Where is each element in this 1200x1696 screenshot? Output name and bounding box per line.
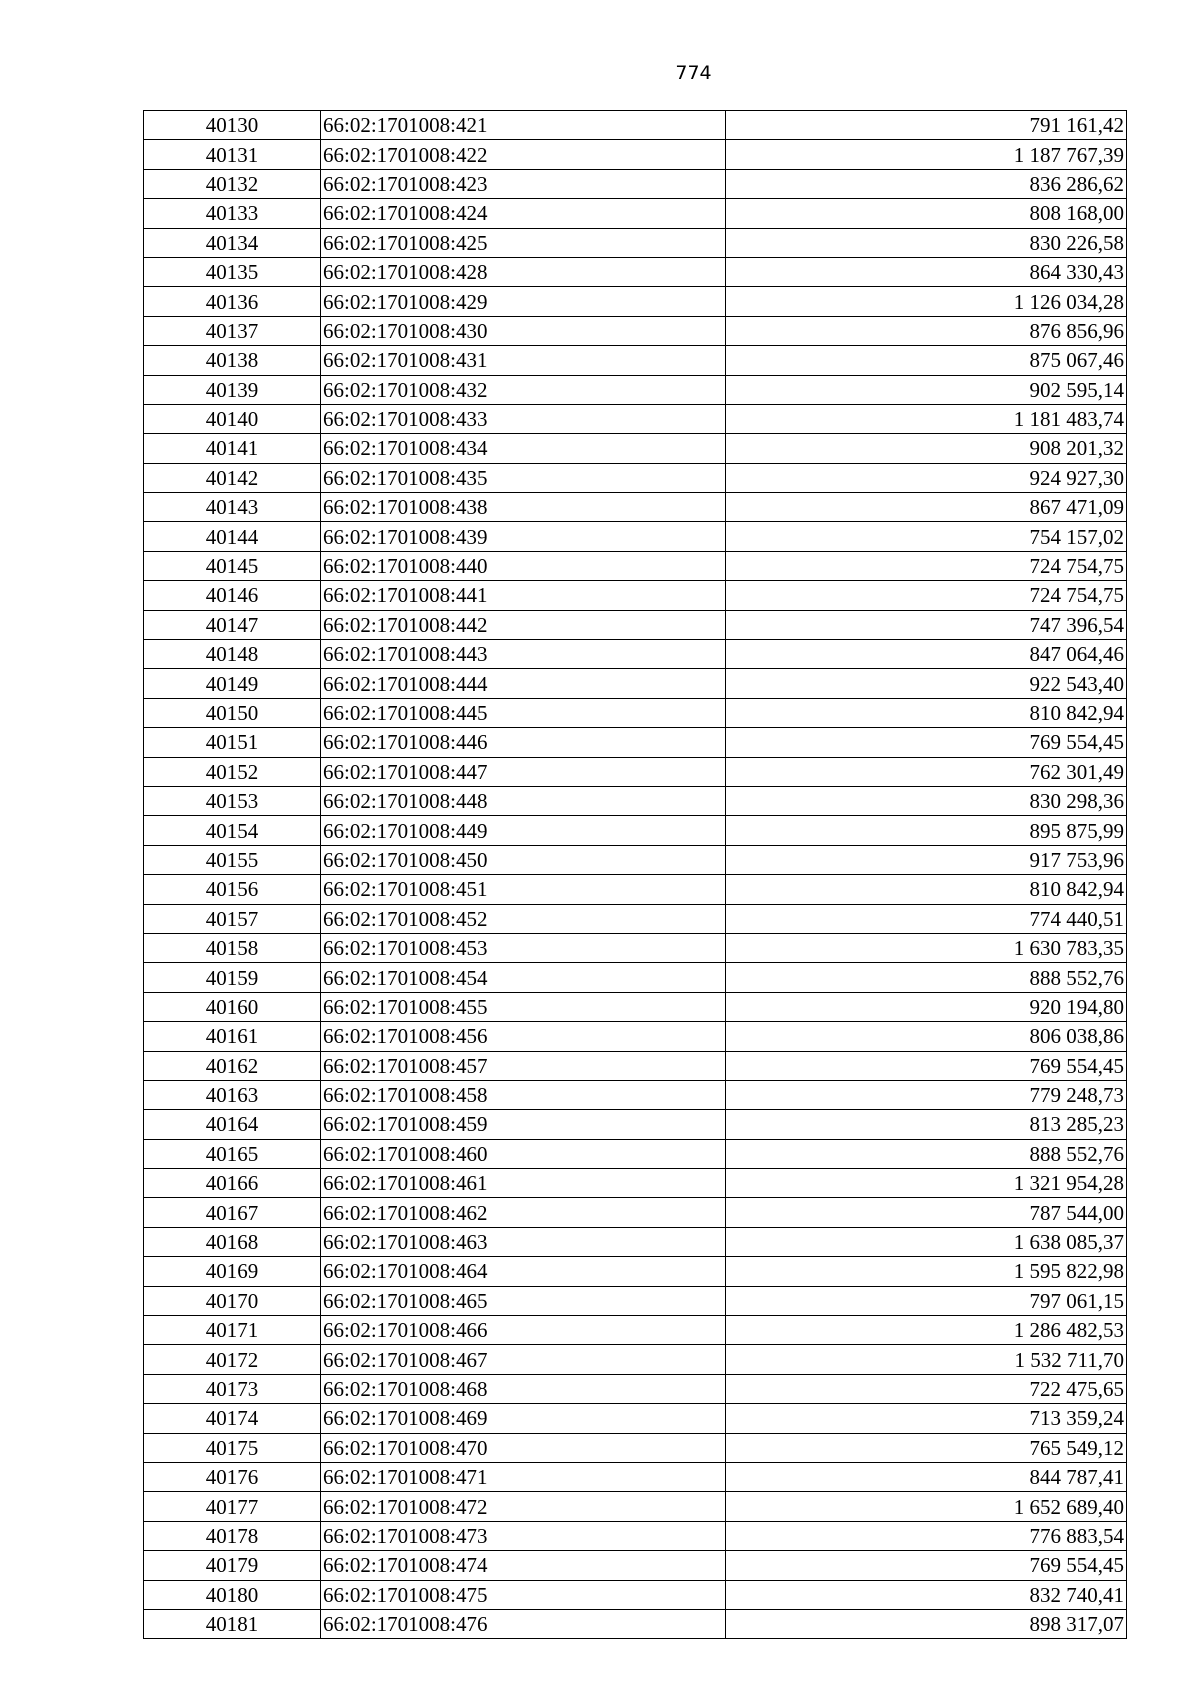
cadastral-value-cell: 1 532 711,70 — [726, 1345, 1127, 1374]
row-number-cell: 40142 — [144, 463, 321, 492]
cadastral-number-cell: 66:02:1701008:432 — [321, 375, 726, 404]
cadastral-number-cell: 66:02:1701008:422 — [321, 140, 726, 169]
table-row — [144, 199, 1127, 228]
cadastral-number-cell: 66:02:1701008:461 — [321, 1169, 726, 1198]
table-row — [144, 1227, 1127, 1256]
row-number-cell: 40135 — [144, 257, 321, 286]
row-number-cell: 40153 — [144, 786, 321, 815]
cadastral-value-cell: 864 330,43 — [726, 257, 1127, 286]
cadastral-number-cell: 66:02:1701008:472 — [321, 1492, 726, 1521]
cadastral-number-cell: 66:02:1701008:469 — [321, 1404, 726, 1433]
cadastral-value-cell: 847 064,46 — [726, 640, 1127, 669]
cadastral-value-cell: 1 595 822,98 — [726, 1257, 1127, 1286]
cadastral-value-cell: 1 652 689,40 — [726, 1492, 1127, 1521]
cadastral-number-cell: 66:02:1701008:442 — [321, 610, 726, 639]
cadastral-value-cell: 713 359,24 — [726, 1404, 1127, 1433]
table-row — [144, 1580, 1127, 1609]
row-number-cell: 40154 — [144, 816, 321, 845]
cadastral-number-cell: 66:02:1701008:451 — [321, 875, 726, 904]
cadastral-number-cell: 66:02:1701008:447 — [321, 757, 726, 786]
row-number-cell: 40141 — [144, 434, 321, 463]
table-row — [144, 257, 1127, 286]
row-number-cell: 40160 — [144, 992, 321, 1021]
cadastral-value-cell: 769 554,45 — [726, 728, 1127, 757]
registry-table-body — [144, 111, 1127, 1639]
row-number-cell: 40134 — [144, 228, 321, 257]
cadastral-number-cell: 66:02:1701008:445 — [321, 698, 726, 727]
table-row — [144, 316, 1127, 345]
table-row — [144, 1433, 1127, 1462]
cadastral-value-cell: 1 126 034,28 — [726, 287, 1127, 316]
cadastral-value-cell: 754 157,02 — [726, 522, 1127, 551]
cadastral-value-cell: 1 286 482,53 — [726, 1316, 1127, 1345]
cadastral-number-cell: 66:02:1701008:457 — [321, 1051, 726, 1080]
cadastral-number-cell: 66:02:1701008:429 — [321, 287, 726, 316]
cadastral-number-cell: 66:02:1701008:463 — [321, 1227, 726, 1256]
cadastral-value-cell: 898 317,07 — [726, 1609, 1127, 1638]
row-number-cell: 40171 — [144, 1316, 321, 1345]
table-row — [144, 1110, 1127, 1139]
cadastral-value-cell: 888 552,76 — [726, 1139, 1127, 1168]
cadastral-number-cell: 66:02:1701008:458 — [321, 1080, 726, 1109]
table-row — [144, 1080, 1127, 1109]
table-row — [144, 816, 1127, 845]
row-number-cell: 40180 — [144, 1580, 321, 1609]
table-row — [144, 1051, 1127, 1080]
cadastral-value-cell: 1 187 767,39 — [726, 140, 1127, 169]
row-number-cell: 40156 — [144, 875, 321, 904]
cadastral-value-cell: 888 552,76 — [726, 963, 1127, 992]
table-row — [144, 669, 1127, 698]
table-row — [144, 551, 1127, 580]
row-number-cell: 40159 — [144, 963, 321, 992]
cadastral-value-cell: 836 286,62 — [726, 169, 1127, 198]
cadastral-value-cell: 724 754,75 — [726, 581, 1127, 610]
table-row — [144, 493, 1127, 522]
cadastral-number-cell: 66:02:1701008:473 — [321, 1521, 726, 1550]
cadastral-number-cell: 66:02:1701008:452 — [321, 904, 726, 933]
row-number-cell: 40136 — [144, 287, 321, 316]
row-number-cell: 40137 — [144, 316, 321, 345]
cadastral-value-cell: 791 161,42 — [726, 111, 1127, 140]
cadastral-number-cell: 66:02:1701008:441 — [321, 581, 726, 610]
table-row — [144, 404, 1127, 433]
cadastral-value-cell: 765 549,12 — [726, 1433, 1127, 1462]
cadastral-number-cell: 66:02:1701008:467 — [321, 1345, 726, 1374]
cadastral-value-cell: 776 883,54 — [726, 1521, 1127, 1550]
cadastral-value-cell: 875 067,46 — [726, 346, 1127, 375]
cadastral-value-cell: 902 595,14 — [726, 375, 1127, 404]
table-row — [144, 875, 1127, 904]
cadastral-value-cell: 779 248,73 — [726, 1080, 1127, 1109]
cadastral-value-cell: 724 754,75 — [726, 551, 1127, 580]
cadastral-value-cell: 769 554,45 — [726, 1551, 1127, 1580]
table-row — [144, 786, 1127, 815]
row-number-cell: 40150 — [144, 698, 321, 727]
page-number-text: 774 — [675, 62, 712, 84]
table-row — [144, 904, 1127, 933]
row-number-cell: 40176 — [144, 1462, 321, 1491]
cadastral-number-cell: 66:02:1701008:433 — [321, 404, 726, 433]
cadastral-number-cell: 66:02:1701008:459 — [321, 1110, 726, 1139]
row-number-cell: 40168 — [144, 1227, 321, 1256]
table-row — [144, 1198, 1127, 1227]
row-number-cell: 40158 — [144, 933, 321, 962]
table-row — [144, 346, 1127, 375]
row-number-cell: 40139 — [144, 375, 321, 404]
cadastral-value-cell: 830 226,58 — [726, 228, 1127, 257]
row-number-cell: 40143 — [144, 493, 321, 522]
row-number-cell: 40151 — [144, 728, 321, 757]
row-number-cell: 40138 — [144, 346, 321, 375]
cadastral-number-cell: 66:02:1701008:434 — [321, 434, 726, 463]
cadastral-number-cell: 66:02:1701008:449 — [321, 816, 726, 845]
row-number-cell: 40131 — [144, 140, 321, 169]
cadastral-number-cell: 66:02:1701008:455 — [321, 992, 726, 1021]
cadastral-number-cell: 66:02:1701008:471 — [321, 1462, 726, 1491]
table-row — [144, 463, 1127, 492]
row-number-cell: 40174 — [144, 1404, 321, 1433]
row-number-cell: 40173 — [144, 1374, 321, 1403]
cadastral-number-cell: 66:02:1701008:444 — [321, 669, 726, 698]
table-row — [144, 111, 1127, 140]
cadastral-number-cell: 66:02:1701008:440 — [321, 551, 726, 580]
cadastral-number-cell: 66:02:1701008:439 — [321, 522, 726, 551]
cadastral-number-cell: 66:02:1701008:470 — [321, 1433, 726, 1462]
table-row — [144, 610, 1127, 639]
table-row — [144, 1404, 1127, 1433]
cadastral-value-cell: 810 842,94 — [726, 698, 1127, 727]
table-row — [144, 728, 1127, 757]
cadastral-value-cell: 813 285,23 — [726, 1110, 1127, 1139]
row-number-cell: 40175 — [144, 1433, 321, 1462]
row-number-cell: 40146 — [144, 581, 321, 610]
row-number-cell: 40149 — [144, 669, 321, 698]
cadastral-number-cell: 66:02:1701008:475 — [321, 1580, 726, 1609]
cadastral-number-cell: 66:02:1701008:476 — [321, 1609, 726, 1638]
table-row — [144, 1316, 1127, 1345]
row-number-cell: 40130 — [144, 111, 321, 140]
row-number-cell: 40164 — [144, 1110, 321, 1139]
row-number-cell: 40161 — [144, 1022, 321, 1051]
row-number-cell: 40167 — [144, 1198, 321, 1227]
cadastral-number-cell: 66:02:1701008:424 — [321, 199, 726, 228]
cadastral-number-cell: 66:02:1701008:462 — [321, 1198, 726, 1227]
row-number-cell: 40144 — [144, 522, 321, 551]
table-row — [144, 375, 1127, 404]
table-row — [144, 522, 1127, 551]
cadastral-number-cell: 66:02:1701008:468 — [321, 1374, 726, 1403]
table-row — [144, 992, 1127, 1021]
cadastral-value-cell: 769 554,45 — [726, 1051, 1127, 1080]
cadastral-value-cell: 895 875,99 — [726, 816, 1127, 845]
row-number-cell: 40140 — [144, 404, 321, 433]
cadastral-value-cell: 1 630 783,35 — [726, 933, 1127, 962]
cadastral-number-cell: 66:02:1701008:448 — [321, 786, 726, 815]
cadastral-value-cell: 1 181 483,74 — [726, 404, 1127, 433]
row-number-cell: 40133 — [144, 199, 321, 228]
row-number-cell: 40145 — [144, 551, 321, 580]
table-row — [144, 1609, 1127, 1638]
row-number-cell: 40155 — [144, 845, 321, 874]
cadastral-number-cell: 66:02:1701008:446 — [321, 728, 726, 757]
cadastral-number-cell: 66:02:1701008:474 — [321, 1551, 726, 1580]
cadastral-value-cell: 774 440,51 — [726, 904, 1127, 933]
table-row — [144, 1551, 1127, 1580]
cadastral-value-cell: 844 787,41 — [726, 1462, 1127, 1491]
row-number-cell: 40179 — [144, 1551, 321, 1580]
cadastral-number-cell: 66:02:1701008:460 — [321, 1139, 726, 1168]
table-row — [144, 1169, 1127, 1198]
cadastral-value-cell: 917 753,96 — [726, 845, 1127, 874]
registry-table — [143, 110, 1127, 1639]
table-row — [144, 640, 1127, 669]
table-row — [144, 1492, 1127, 1521]
cadastral-number-cell: 66:02:1701008:435 — [321, 463, 726, 492]
cadastral-value-cell: 722 475,65 — [726, 1374, 1127, 1403]
row-number-cell: 40148 — [144, 640, 321, 669]
table-row — [144, 1462, 1127, 1491]
cadastral-number-cell: 66:02:1701008:466 — [321, 1316, 726, 1345]
table-row — [144, 963, 1127, 992]
row-number-cell: 40157 — [144, 904, 321, 933]
row-number-cell: 40170 — [144, 1286, 321, 1315]
cadastral-number-cell: 66:02:1701008:423 — [321, 169, 726, 198]
row-number-cell: 40166 — [144, 1169, 321, 1198]
cadastral-number-cell: 66:02:1701008:450 — [321, 845, 726, 874]
cadastral-value-cell: 797 061,15 — [726, 1286, 1127, 1315]
row-number-cell: 40147 — [144, 610, 321, 639]
row-number-cell: 40177 — [144, 1492, 321, 1521]
cadastral-value-cell: 808 168,00 — [726, 199, 1127, 228]
table-row — [144, 1345, 1127, 1374]
table-row — [144, 287, 1127, 316]
cadastral-number-cell: 66:02:1701008:454 — [321, 963, 726, 992]
table-row — [144, 1374, 1127, 1403]
table-row — [144, 140, 1127, 169]
row-number-cell: 40181 — [144, 1609, 321, 1638]
table-row — [144, 169, 1127, 198]
cadastral-value-cell: 747 396,54 — [726, 610, 1127, 639]
row-number-cell: 40162 — [144, 1051, 321, 1080]
row-number-cell: 40165 — [144, 1139, 321, 1168]
cadastral-number-cell: 66:02:1701008:438 — [321, 493, 726, 522]
cadastral-value-cell: 1 321 954,28 — [726, 1169, 1127, 1198]
table-row — [144, 1022, 1127, 1051]
cadastral-number-cell: 66:02:1701008:456 — [321, 1022, 726, 1051]
cadastral-value-cell: 762 301,49 — [726, 757, 1127, 786]
cadastral-number-cell: 66:02:1701008:428 — [321, 257, 726, 286]
cadastral-number-cell: 66:02:1701008:430 — [321, 316, 726, 345]
cadastral-number-cell: 66:02:1701008:453 — [321, 933, 726, 962]
page-number — [0, 62, 1200, 84]
cadastral-number-cell: 66:02:1701008:421 — [321, 111, 726, 140]
table-row — [144, 1286, 1127, 1315]
cadastral-number-cell: 66:02:1701008:431 — [321, 346, 726, 375]
cadastral-value-cell: 810 842,94 — [726, 875, 1127, 904]
cadastral-number-cell: 66:02:1701008:425 — [321, 228, 726, 257]
table-row — [144, 1257, 1127, 1286]
cadastral-number-cell: 66:02:1701008:464 — [321, 1257, 726, 1286]
table-row — [144, 434, 1127, 463]
cadastral-number-cell: 66:02:1701008:443 — [321, 640, 726, 669]
table-row — [144, 757, 1127, 786]
cadastral-value-cell: 832 740,41 — [726, 1580, 1127, 1609]
row-number-cell: 40152 — [144, 757, 321, 786]
cadastral-value-cell: 830 298,36 — [726, 786, 1127, 815]
row-number-cell: 40163 — [144, 1080, 321, 1109]
cadastral-value-cell: 806 038,86 — [726, 1022, 1127, 1051]
table-row — [144, 581, 1127, 610]
cadastral-value-cell: 922 543,40 — [726, 669, 1127, 698]
table-row — [144, 698, 1127, 727]
cadastral-value-cell: 787 544,00 — [726, 1198, 1127, 1227]
table-row — [144, 228, 1127, 257]
cadastral-value-cell: 924 927,30 — [726, 463, 1127, 492]
row-number-cell: 40169 — [144, 1257, 321, 1286]
cadastral-value-cell: 908 201,32 — [726, 434, 1127, 463]
table-row — [144, 1521, 1127, 1550]
cadastral-value-cell: 867 471,09 — [726, 493, 1127, 522]
row-number-cell: 40132 — [144, 169, 321, 198]
cadastral-value-cell: 920 194,80 — [726, 992, 1127, 1021]
table-row — [144, 845, 1127, 874]
cadastral-value-cell: 876 856,96 — [726, 316, 1127, 345]
row-number-cell: 40178 — [144, 1521, 321, 1550]
table-row — [144, 1139, 1127, 1168]
row-number-cell: 40172 — [144, 1345, 321, 1374]
table-row — [144, 933, 1127, 962]
cadastral-number-cell: 66:02:1701008:465 — [321, 1286, 726, 1315]
cadastral-value-cell: 1 638 085,37 — [726, 1227, 1127, 1256]
